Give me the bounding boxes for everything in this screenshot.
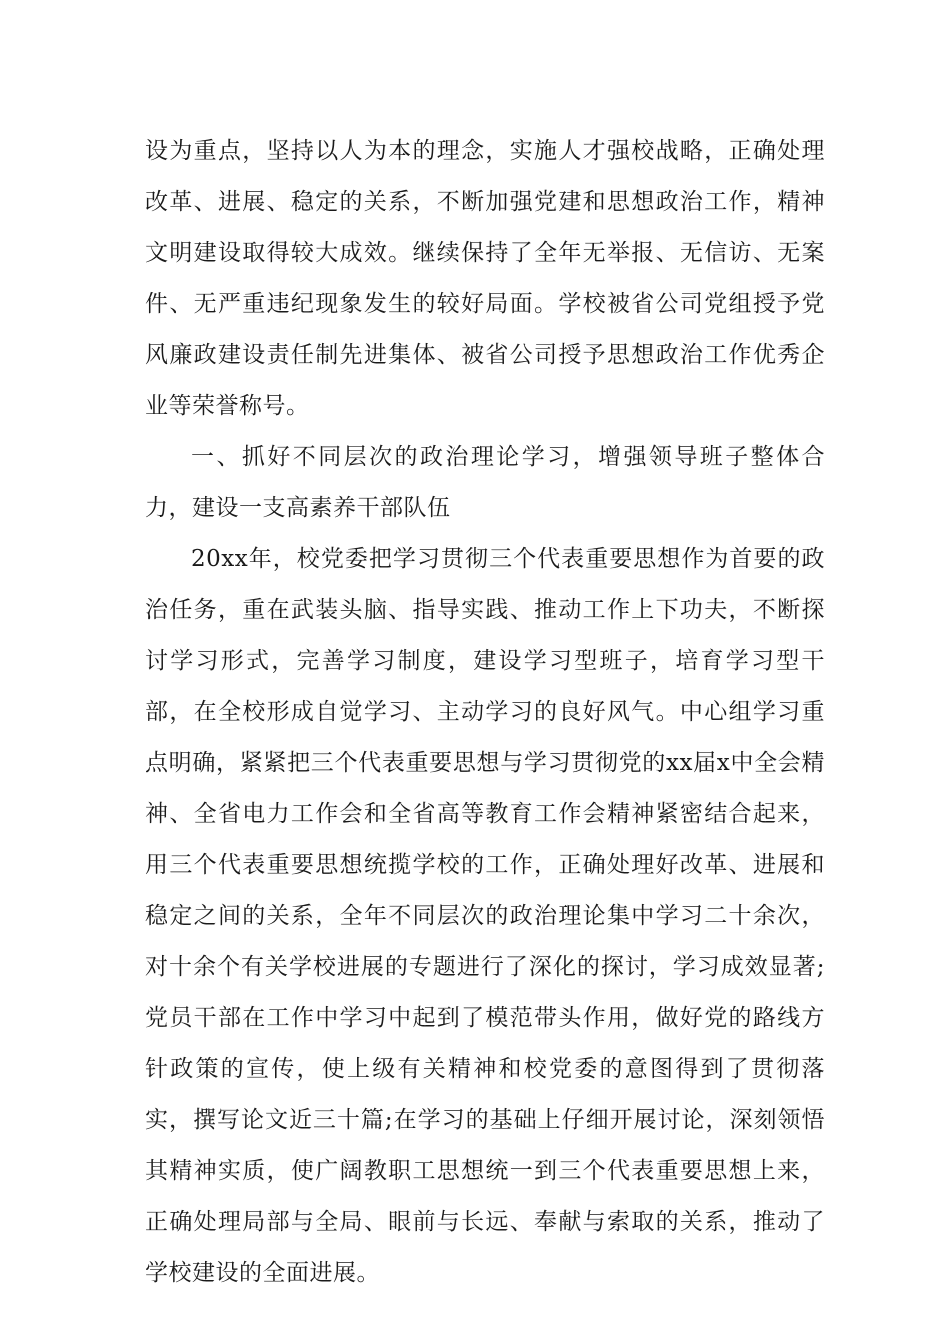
paragraph-continuation: 设为重点，坚持以人为本的理念，实施人才强校战略，正确处理改革、进展、稳定的关系，不断加强党建和思想政治工作，精神文明建设取得较大成效。继续保持了全年无举报、无信访、无案件、无严重违纪现象发生的较好局面。学校被省公司党组授予党风廉政建设责任制先进集体、被省公司授予思想政治工作优秀企业等荣誉称号。 [145,138,825,419]
paragraph-body: 20xx年，校党委把学习贯彻三个代表重要思想作为首要的政治任务，重在武装头脑、指导实践、推动工作上下功夫，不断探讨学习形式，完善学习制度，建设学习型班子，培育学习型干部，在全校形成自觉学习、主动学习的良好风气。中心组学习重点明确，紧紧把三个代表重要思想与学习贯彻党的xx届x中全会精神、全省电力工作会和全省高等教育工作会精神紧密结合起来，用三个代表重要思想统揽学校的工作，正确处理好改革、进展和稳定之间的关系，全年不同层次的政治理论集中学习二十余次，对十余个有关学校进展的专题进行了深化的探讨，学习成效显著;党员干部在工作中学习中起到了模范带头作用，做好党的路线方针政策的宣传，使上级有关精神和校党委的意图得到了贯彻落实，撰写论文近三十篇;在学习的基础上仔细开展讨论，深刻领悟其精神实质，使广阔教职工思想统一到三个代表重要思想上来，正确处理局部与全局、眼前与长远、奉献与索取的关系，推动了学校建设的全面进展。 [145,546,825,1286]
section-heading: 一、抓好不同层次的政治理论学习，增强领导班子整体合力，建设一支高素养干部队伍 [145,444,825,521]
document-body [145,126,825,1299]
